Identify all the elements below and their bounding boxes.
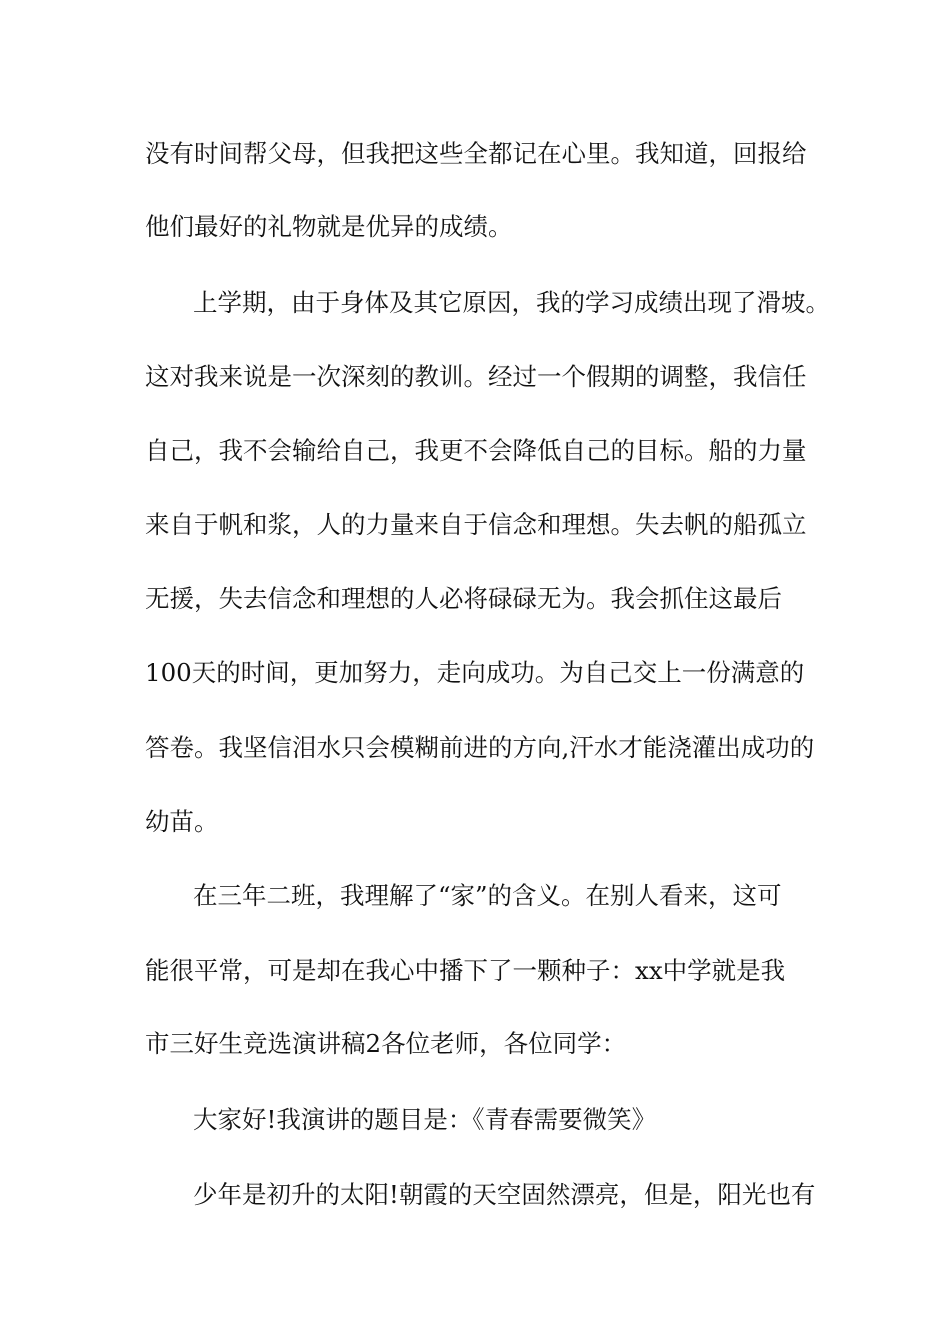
paragraph-start-line: 在三年二班，我理解了“家”的含义。在别人看来，这可 <box>193 881 782 910</box>
paragraph-start-line: 少年是初升的太阳!朝霞的天空固然漂亮，但是，阳光也有 <box>193 1180 816 1209</box>
paragraph-start-line: 上学期，由于身体及其它原因，我的学习成绩出现了滑坡。 <box>193 288 830 317</box>
text-line: 100天的时间，更加努力，走向成功。为自己交上一份满意的 <box>145 658 805 687</box>
text-line: 幼苗。 <box>145 807 219 836</box>
text-line: 没有时间帮父母，但我把这些全都记在心里。我知道，回报给 <box>145 139 807 168</box>
text-line: 答卷。我坚信泪水只会模糊前进的方向,汗水才能浇灌出成功的 <box>145 733 815 762</box>
text-line: 能很平常，可是却在我心中播下了一颗种子：xx中学就是我 <box>145 956 786 985</box>
text-line: 这对我来说是一次深刻的教训。经过一个假期的调整，我信任 <box>145 362 807 391</box>
text-line: 他们最好的礼物就是优异的成绩。 <box>145 212 513 241</box>
paragraph-start-line: 大家好!我演讲的题目是：《青春需要微笑》 <box>193 1105 657 1134</box>
text-line: 市三好生竞选演讲稿2各位老师，各位同学： <box>145 1029 627 1058</box>
text-line: 自己，我不会输给自己，我更不会降低自己的目标。船的力量 <box>145 436 807 465</box>
text-line: 无援，失去信念和理想的人必将碌碌无为。我会抓住这最后 <box>145 584 782 613</box>
text-line: 来自于帆和浆，人的力量来自于信念和理想。失去帆的船孤立 <box>145 510 807 539</box>
